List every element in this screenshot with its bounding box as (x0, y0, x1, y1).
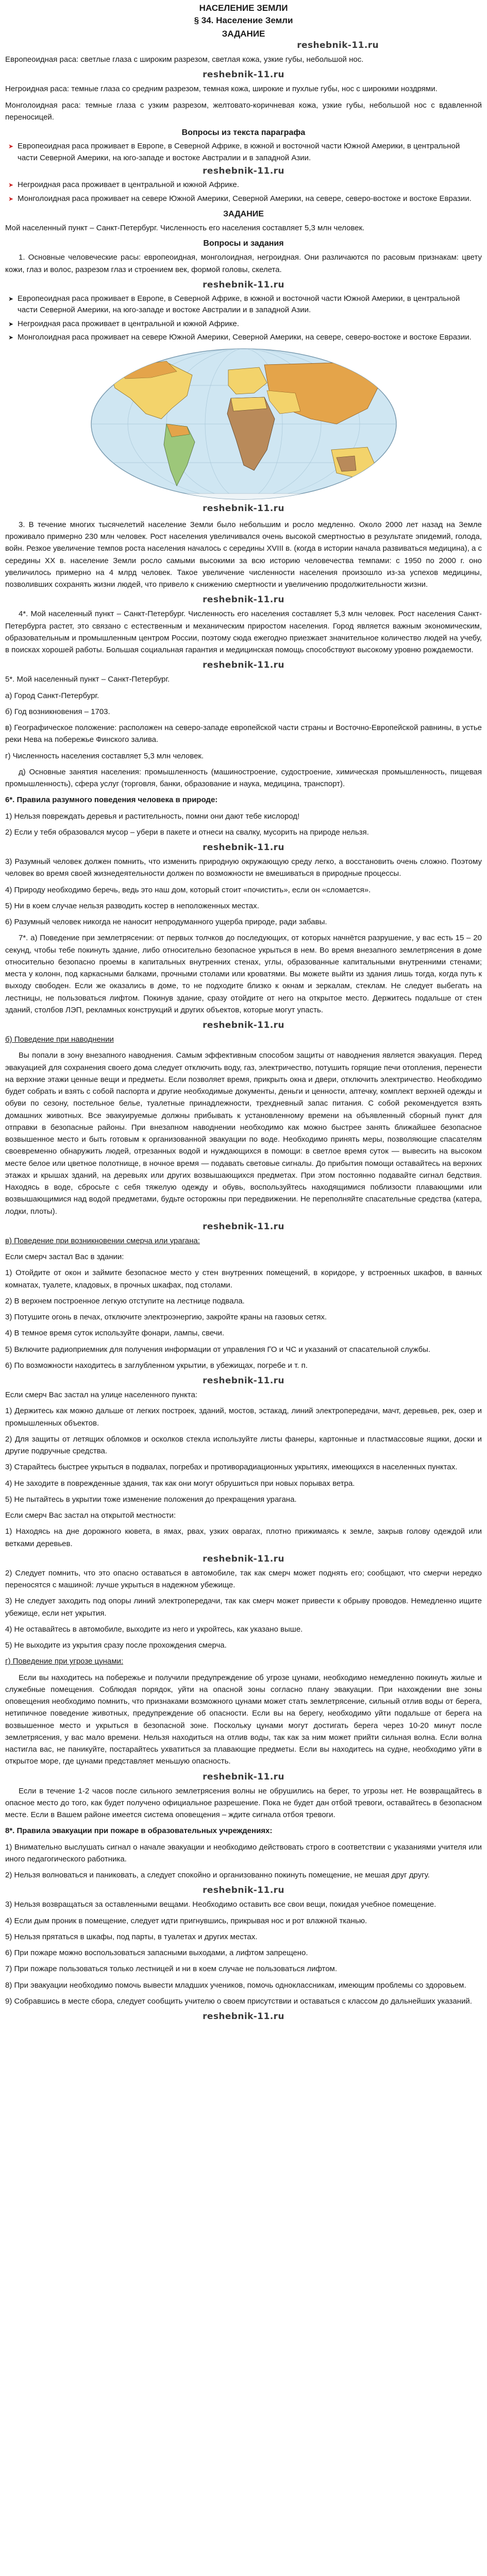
map-watermark: reshebnik-11.ru (203, 503, 284, 514)
question-7b-title: б) Поведение при наводнении (5, 1035, 114, 1044)
question-5-item-a: а) Город Санкт-Петербург. (5, 691, 99, 700)
question-7g-title: г) Поведение при угрозе цунами: (5, 1657, 124, 1666)
question-8-item: 6) При пожаре можно воспользоваться запасными выходами, а лифтом запрещено. (5, 1948, 308, 1957)
question-7v-field-intro: Если смерч Вас застал на открытой местности: (5, 1511, 176, 1520)
question-8-item: 1) Внимательно выслушать сигнал о начале эвакуации и необходимо действовать строго в соответствии с указаниями учителя или иного педагогического работника. (5, 1842, 482, 1863)
question-5-item-b: б) Год возникновения – 1703. (5, 707, 110, 716)
watermark: reshebnik-11.ru (203, 1771, 284, 1782)
list-item: ➤ Негроидная раса проживает в центральной и южной Африке. (5, 179, 482, 191)
intro-negroid: Негроидная раса: темные глаза со средним разрезом, темная кожа, широкие и пухлые губы, нос с широкими ноздрями. (5, 84, 438, 94)
question-7v-open-item: 1) Держитесь как можно дальше от легких построек, зданий, мостов, эстакад, линий электропередачи, мачт, деревьев, рек, озер и промышленных объектов. (5, 1406, 482, 1428)
list-item: ➤ Европеоидная раса проживает в Европе, в Северной Африке, в южной и восточной части Южной Америки, в центральной части Северной Америки, на юго-западе и востоке Австралии и в западной Азии. (5, 141, 482, 164)
question-4: 4*. Мой населенный пункт – Санкт-Петербург. Численность его населения составляет 5,3 млн человек. Рост населения Санкт-Петербурга растет, это связано с естественным и механическим приростом населения. Город является важным экономическим, образовательным и промышленным центром России, поэтому сюда ежегодно приезжает значительное количество людей на учебу, в поисках хорошей работы. Большая социальная гарантия и медицинская помощь способствуют высокому уровню рождаемости. (5, 609, 482, 654)
question-8-item: 5) Нельзя прятаться в шкафы, под парты, в туалетах и других местах. (5, 1932, 258, 1941)
watermark: reshebnik-11.ru (203, 595, 284, 605)
question-6-item: 6) Разумный человек никогда не наносит непродуманного ущерба природе, ради забавы. (5, 918, 327, 926)
watermark: reshebnik-11.ru (203, 279, 284, 290)
question-8-title: 8*. Правила эвакуации при пожаре в образовательных учреждениях: (5, 1826, 273, 1836)
question-8-item: 9) Собравшись в месте сбора, следует сообщить учителю о своем присутствии и оставаться с классом до дальнейших указаний. (5, 1996, 472, 2006)
question-7v-item: 1) Отойдите от окон и займите безопасное место у стен внутренних помещений, в коридоре, у встроенных шкафов, в ванных комнатах, туалете, кладовых, в прочных шкафах, под столами. (5, 1268, 482, 1290)
question-7g-extra: Если в течение 1-2 часов после сильного землетрясения волны не обрушились на берег, то угрозы нет. Не возвращайтесь в опасное место до того, как будет получено официальное разрешение. Пока не будет дан отбой тревоги, оставайтесь в безопасном месте. Если в Вашем районе имеется система оповещения – ждите сигнала отбоя тревоги. (5, 1786, 482, 1819)
question-7v-item: 4) В темное время суток используйте фонари, лампы, свечи. (5, 1329, 225, 1338)
page-title: НАСЕЛЕНИЕ ЗЕМЛИ (199, 3, 288, 13)
task2-text: Мой населенный пункт – Санкт-Петербург. Численность его населения составляет 5,3 млн человек. (5, 224, 365, 232)
question-7v-item: 6) По возможности находитесь в заглубленном укрытии, в убежищах, погребе и т. п. (5, 1361, 308, 1370)
watermark: reshebnik-11.ru (203, 842, 284, 853)
question-5-item-d: д) Основные занятия населения: промышленность (машиностроение, судостроение, химическая промышленность, пищевая промышленность), сфера услуг (торговля, банки, образование и наука, медицина, транспорт). (5, 767, 482, 788)
question-5-lead: 5*. Мой населенный пункт – Санкт-Петербург. (5, 675, 170, 684)
question-8-item: 4) Если дым проник в помещение, следует идти пригнувшись, прикрывая нос и рот влажной тканью. (5, 1916, 367, 1925)
question-6-title: 6*. Правила разумного поведения человека в природе: (5, 795, 218, 805)
races-world-map (89, 347, 398, 514)
question-1: 1. Основные человеческие расы: европеоидная, монголоидная, негроидная. Они различаются по расовым признакам: цвету кожи, глаз и волос, разрезом глаз и строением век, формой головы, скелета. (5, 253, 482, 274)
watermark: reshebnik-11.ru (203, 1221, 284, 1232)
question-7-earthquake: 7*. а) Поведение при землетрясении: от первых толчков до последующих, от которых начнётся разрушение, у вас есть 15 – 20 секунд, чтобы тебе покинуть здание, либо относительно безопасное укрыться в нем. Во время внезапного землетрясения в доме относительно безопасно проемы в капитальных внутренних стенах, углы, образованные капитальными внутренними стенами; места у колонн, под каркасными балками, прочными столами или кроватями. Вы можете выйти из здания лишь тогда, когда путь к выходу свободен. Если же оказались в доме, то не подходите близко к окнам и зеркалам, стеклам. Не следует выбегать на лестницы, не пользоваться лифтом. Покинув здание, сразу отойдите от него на открытое место. Держитесь подальше от стен зданий, столбов ЛЭП, рекламных конструкций и других объектов, которые могут упасть. (5, 934, 482, 1014)
watermark: reshebnik-11.ru (203, 1553, 284, 1564)
question-6-item: 2) Если у тебя образовался мусор – убери в пакете и отнеси на свалку, мусорить на природе нельзя. (5, 827, 369, 837)
question-7v-intro: Если смерч застал Вас в здании: (5, 1252, 124, 1261)
question-5-item-g: г) Численность населения составляет 5,3 млн человек. (5, 751, 204, 760)
paragraph-title: § 34. Население Земли (194, 15, 293, 25)
question-7v-field-item: 3) Не следует заходить под опоры линий электропередачи, так как смерч может привести к обрыву проводов. Немедленно ищите убежище, если нет укрытия. (5, 1597, 482, 1618)
question-7v-open-item: 4) Не заходите в поврежденные здания, так как они могут обрушиться при новых порывах ветра. (5, 1479, 355, 1488)
question-7v-open-item: 3) Старайтесь быстрее укрыться в подвалах, погребах и противорадиационных укрытиях, имеющихся в населенных пунктах. (5, 1463, 458, 1472)
watermark: reshebnik-11.ru (203, 1020, 284, 1030)
question-7v-field-item: 2) Следует помнить, что это опасно оставаться в автомобиле, так как смерч может поднять его; сообщают, что смерчи нередко переносятся с машиной: лучше укрыться в надежном убежище. (5, 1568, 482, 1589)
question-7v-field-item: 4) Не оставайтесь в автомобиле, выходите из него и укройтесь, как указано выше. (5, 1624, 303, 1634)
question-6-item: 3) Разумный человек должен помнить, что изменить природную окружающую среду легко, а восстановить очень сложно. Поэтому человек во время своей жизнедеятельности должен по возможности не вмешиваться в природные процессы. (5, 857, 482, 878)
list-item: ➤ Монголоидная раса проживает на севере Южной Америки, Северной Америки, на севере, северо-востоке и востоке Евразии. (5, 193, 482, 205)
question-7v-field-item: 1) Находясь на дне дорожного кювета, в ямах, рвах, узких оврагах, плотно прижимаясь к земле, закрыв голову одеждой или ветками деревьев. (5, 1527, 482, 1548)
section-title-text-questions: Вопросы из текста параграфа (181, 128, 306, 137)
watermark: reshebnik-11.ru (203, 1885, 284, 1896)
question-8-item: 2) Нельзя волноваться и паниковать, а следует спокойно и организованно покинуть помещение, не мешая друг другу. (5, 1871, 430, 1879)
question-7v-item: 3) Потушите огонь в печах, отключите электроэнергию, закройте краны на газовых сетях. (5, 1313, 327, 1321)
question-6-item: 1) Нельзя повреждать деревья и растительность, помни они дают тебе кислород! (5, 811, 300, 821)
north-africa-region (231, 397, 267, 411)
list-item: ➤ Монголоидная раса проживает на севере Южной Америки, Северной Америки, на севере, северо-востоке и востоке Евразии. (5, 332, 482, 344)
question-7v-item: 2) В верхнем построенное легкую отступите на лестнице подвала. (5, 1296, 245, 1306)
task-label: ЗАДАНИЕ (222, 29, 265, 39)
watermark: reshebnik-11.ru (203, 166, 284, 176)
list-item: ➤ Негроидная раса проживает в центральной и южной Африке. (5, 318, 482, 330)
question-8-item: 8) При эвакуации необходимо помочь вывести младших учеников, помочь одноклассникам, имеющим проблемы со здоровьем. (5, 1980, 466, 1990)
antarctica-region (151, 494, 337, 501)
watermark: reshebnik-11.ru (203, 1376, 284, 1386)
question-7v-title: в) Поведение при возникновении смерча или урагана: (5, 1236, 200, 1245)
watermark: reshebnik-11.ru (297, 40, 379, 50)
question-5-item-v: в) Географическое положение: расположен на северо-западе европейской части страны и Восточно-Европейской равнины, в устье реки Нева на побережье Финского залива. (5, 723, 482, 744)
watermark: reshebnik-11.ru (203, 660, 284, 671)
world-map-image (89, 347, 398, 501)
watermark: reshebnik-11.ru (203, 70, 284, 80)
question-7v-open-item: 2) Для защиты от летящих обломков и осколков стекла используйте листы фанеры, картонные и пластмассовые ящики, доски и другие подручные средства. (5, 1434, 482, 1455)
question-7b-flood: Вы попали в зону внезапного наводнения. Самым эффективным способом защиты от наводнения является эвакуация. Перед эвакуацией для сохранения своего дома следует отключить воду, газ, электричество, потушить горящие печи отопления, перенести на верхние этажи ценные вещи и предметы. Если позволяет время, прикрыть окна и двери, отключить электричество. Необходимо будет собрать и взять с собой паспорта и другие необходимые документы, деньги и ценности, аптечку, комплект верхней одежды и обуви по сезону, постельное белье, туалетные принадлежности, трехдневный запас питания. С собой рекомендуется взять домашних животных. Все эвакуируемые должны прибывать к установленному времени на объявленный сборный пункт для отправки в безопасные районы. При внезапном наводнении необходимо как можно быстрее занять ближайшее безопасное возвышенное место и быть готовым к организованной эвакуации по воде. Необходимо принять меры, позволяющие спасателям своевременно обнаружить людей, отрезанных водой и нуждающихся в помощи: в светлое время суток — вывесить на высоком месте белое или цветное полотнище, в ночное время — подавать световые сигналы. До прибытия помощи оставайтесь на верхних этажах и крышах зданий, на деревьях или других возвышающихся предметах. При этом постоянно подавайте сигнал бедствия. Находясь в воде, сбросьте с себя тяжелую одежду и обувь, воспользуйтесь находящимися поблизости плавающими или возвышающимися над водой предметами, будьте осторожны при передвижении. Не переполняйте спасательные средства (катера, лодки, плоты). (5, 1051, 482, 1216)
question-7v-field-item: 5) Не выходите из укрытия сразу после прохождения смерча. (5, 1641, 227, 1650)
question-7v-open-item: 5) Не пытайтесь в укрытии тоже изменение положения до прекращения урагана. (5, 1495, 297, 1504)
questions-title: Вопросы и задания (203, 239, 284, 248)
question-8-item: 7) При пожаре пользоваться только лестницей и ни в коем случае не пользоваться лифтом. (5, 1964, 338, 1974)
question-7g-tsunami: Если вы находитесь на побережье и получили предупреждение об угрозе цунами, необходимо немедленно покинуть жилые и служебные помещения. Соблюдая порядок, уйти на опасной зоны согласно плану эвакуации. При нахождении вне зоны оповещения необходимо помнить, что признаками возможного цунами может стать землетрясение, сильный отлив воды от берега, нетипичное поведение животных, предупреждение об опасности. Если вы на берегу, необходимо уйти подальше от берега на возвышенное место и укрыться в безопасной зоне. Поскольку цунами могут достигать берега через 10-20 минут после землетрясения, у вас мало времени. Нельзя находиться на отлив воды, так как за ним может прийти сильная волна. Если волна настигла вас, не паникуйте, постарайтесь ухватиться за плавающие предметы. Если вы находитесь на судне, необходимо уйти в открытое море, где цунами представляет меньшую опасность. (5, 1673, 482, 1766)
question-6-item: 5) Ни в коем случае нельзя разводить костер в неположенных местах. (5, 901, 259, 910)
watermark: reshebnik-11.ru (203, 2011, 284, 2022)
question-2-list (5, 293, 482, 344)
intro-europeoid: Европеоидная раса: светлые глаза с широким разрезом, светлая кожа, узкие губы, небольшой нос. (5, 55, 364, 64)
list-item: ➤ Европеоидная раса проживает в Европе, в Северной Африке, в южной и восточной части Южной Америки, в центральной части Северной Америки, на юго-западе и востоке Австралии и в западной Азии. (5, 293, 482, 316)
question-7v-item: 5) Включите радиоприемник для получения информации от управления ГО и ЧС и указаний от спасательной службы. (5, 1345, 431, 1354)
question-7v-open-intro: Если смерч Вас застал на улице населенного пункта: (5, 1391, 197, 1399)
question-3: 3. В течение многих тысячелетий население Земли было небольшим и росло медленно. Около 2000 лет назад на Земле проживало примерно 230 млн человек. Рост населения увеличивался очень высокой смертностью в результате эпидемий, голода, войн. Резкое увеличение темпов роста населения началось с середины XVIII в. (когда в истории начала развиваться медицина), а с середины XX в. население Земли росло самыми высокими за всю историю человечества темпами: с 1950 по 2000 г. оно увеличилось примерно на 4 млрд человек. Такое увеличение численности населения произошло из-за успехов медицины, позволивших сохранять жизни людей, что привело к снижению смертности и увеличению продолжительности жизни. (5, 520, 482, 589)
intro-mongoloid: Монголоидная раса: темные глаза с узким разрезом, желтовато-коричневая кожа, узкие губы, небольшой нос с вдавленной переносицей. (5, 100, 482, 122)
question-6-item: 4) Природу необходимо беречь, ведь это наш дом, который стоит «почистить», если он «сломается». (5, 885, 371, 894)
task2-label: ЗАДАНИЕ (223, 210, 264, 218)
question-8-item: 3) Нельзя возвращаться за оставленными вещами. Необходимо оставить все свои вещи, покидая учебное помещение. (5, 1900, 436, 1909)
